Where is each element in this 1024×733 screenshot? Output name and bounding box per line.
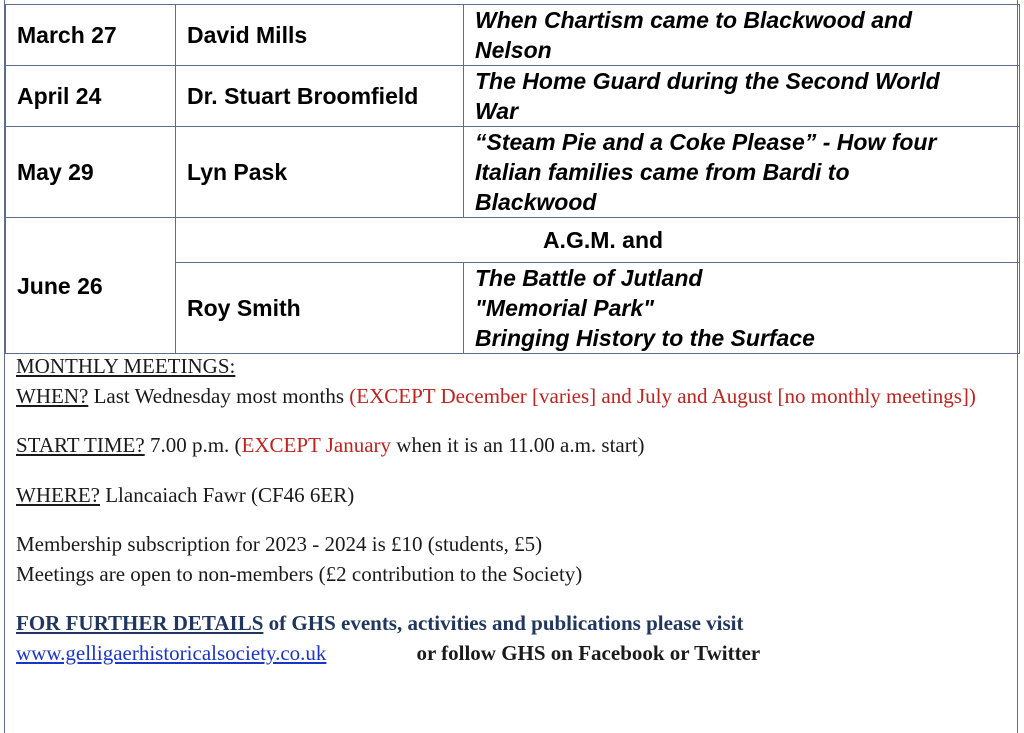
topic-line: War: [475, 98, 519, 124]
topic-line: Bringing History to the Surface: [475, 325, 815, 351]
meetings-schedule-table: [5, 4, 1020, 354]
follow-text: or follow GHS on Facebook or Twitter: [416, 640, 761, 665]
document-page: [4, 0, 1018, 733]
table-row: [6, 127, 1020, 218]
topic-line: The Home Guard during the Second World: [475, 68, 940, 94]
website-line: [16, 639, 1016, 669]
table-row: [6, 66, 1020, 127]
topic-line: Nelson: [475, 37, 552, 63]
where-line: WHERE? Llancaiach Fawr (CF46 6ER): [16, 482, 355, 507]
meeting-topic: [464, 127, 1020, 218]
table-row: [6, 218, 1020, 263]
table-row: [6, 5, 1020, 66]
agm-label: A.G.M. and: [176, 218, 1020, 263]
meeting-speaker: David Mills: [176, 5, 464, 66]
meeting-topic: [464, 5, 1020, 66]
membership-line: Membership subscription for 2023 - 2024 is £10 (students, £5): [16, 532, 543, 556]
meeting-speaker: Dr. Stuart Broomfield: [176, 66, 464, 127]
meeting-date: March 27: [6, 5, 176, 66]
further-details-line: FOR FURTHER DETAILS of GHS events, activities and publications please visit: [16, 611, 744, 635]
when-line: WHEN? Last Wednesday most months (EXCEPT December [varies] and July and August [no monthly meetings]): [16, 383, 976, 408]
monthly-meetings-heading: MONTHLY MEETINGS:: [16, 354, 236, 378]
meeting-date: June 26: [6, 218, 176, 354]
topic-line: The Battle of Jutland: [475, 265, 703, 291]
meeting-topic: [464, 66, 1020, 127]
meeting-date: May 29: [6, 127, 176, 218]
topic-line: When Chartism came to Blackwood and: [475, 7, 913, 33]
meeting-speaker: Lyn Pask: [176, 127, 464, 218]
topic-line: Italian families came from Bardi to: [475, 159, 850, 185]
start-time-line: START TIME? 7.00 p.m. (EXCEPT January when it is an 11.00 a.m. start): [16, 433, 645, 457]
topic-line: "Memorial Park": [475, 295, 655, 321]
website-link[interactable]: www.gelligaerhistoricalsociety.co.uk: [16, 640, 327, 665]
meeting-speaker: Roy Smith: [176, 263, 464, 354]
topic-line: “Steam Pie and a Coke Please” - How four: [475, 129, 937, 155]
open-meetings-line: Meetings are open to non-members (£2 contribution to the Society): [16, 561, 583, 586]
meeting-topic: [464, 263, 1020, 354]
meeting-date: April 24: [6, 66, 176, 127]
meeting-notes: [16, 352, 1016, 668]
topic-line: Blackwood: [475, 189, 597, 215]
